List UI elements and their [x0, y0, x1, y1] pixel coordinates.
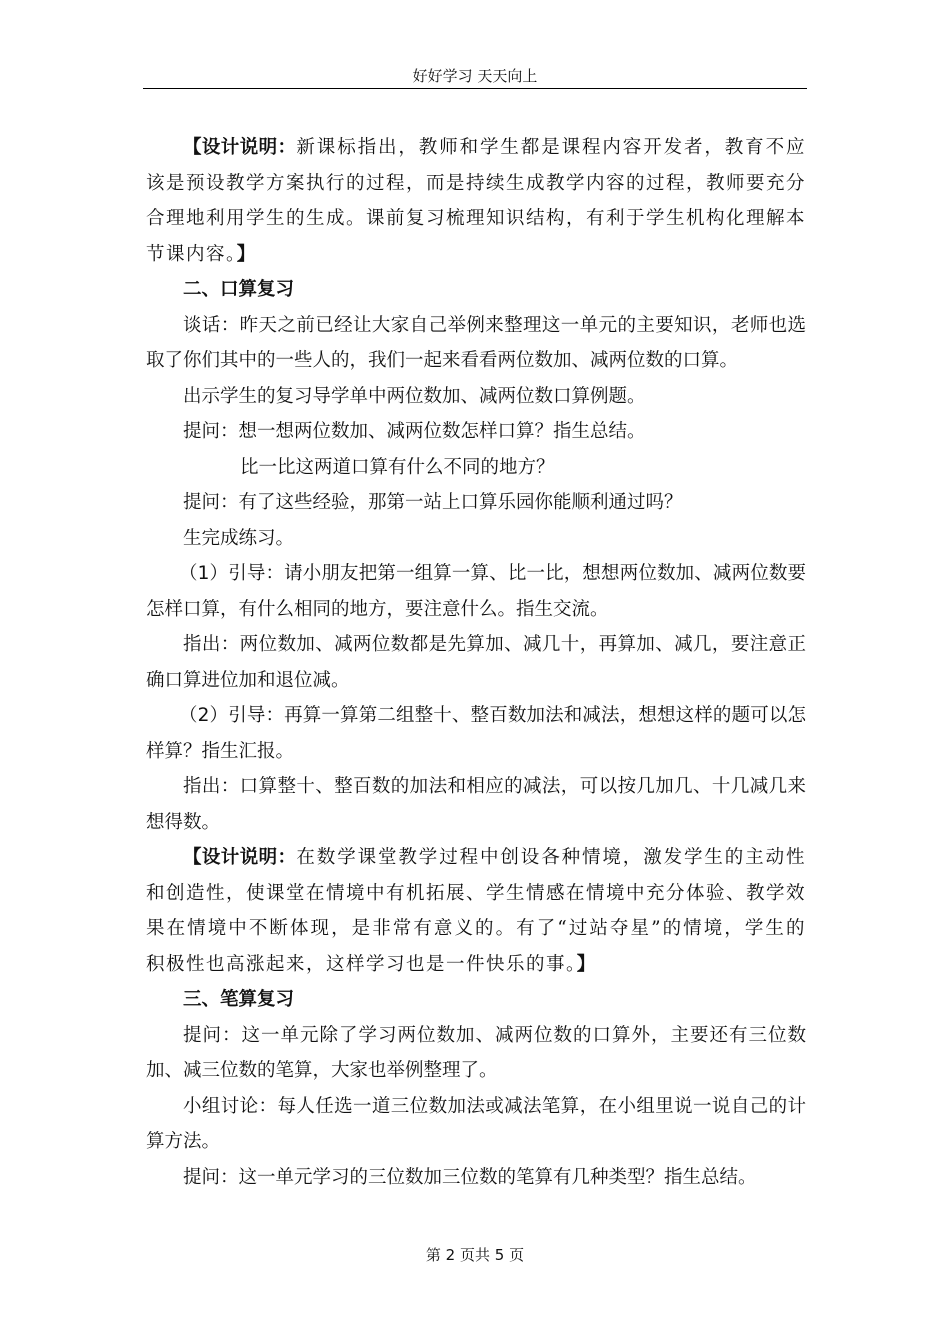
- design-note-label: 【设计说明：: [183, 137, 297, 158]
- paragraph: 指出：两位数加、减两位数都是先算加、减几十，再算加、减几，要注意正确口算进位加和退位减。: [146, 634, 806, 691]
- design-note-close: 】: [576, 953, 596, 975]
- paragraph: 比一比这两道口算有什么不同的地方？: [240, 456, 555, 478]
- page-footer: 第 2 页共 5 页: [425, 1246, 525, 1264]
- page-header: 好好学习 天天向上: [412, 67, 538, 85]
- design-note-text: 在数学课堂教学过程中创设各种情境，激发学生的主动性和创造性，使课堂在情境中有机拓展、学生情感在情境中充分体验、教学效果在情境中不断体现，是非常有意义的。有了“过站夺星”的情境，学生的积极性也高涨起来，这样学习也是一件快乐的事。: [146, 847, 807, 975]
- design-note-2: [146, 840, 806, 982]
- paragraph: 谈话：昨天之前已经让大家自己举例来整理这一单元的主要知识，老师也选取了你们其中的一些人的，我们一起来看看两位数加、减两位数的口算。: [146, 314, 806, 371]
- paragraph: 提问：有了这些经验，那第一站上口算乐园你能顺利通过吗？: [183, 492, 683, 513]
- paragraph: 出示学生的复习导学单中两位数加、减两位数口算例题。: [183, 385, 646, 407]
- design-note-1: [146, 130, 806, 272]
- paragraph: 小组讨论：每人任选一道三位数加法或减法笔算，在小组里说一说自己的计算方法。: [146, 1095, 806, 1152]
- header-divider: [143, 88, 807, 89]
- paragraph: （2）引导：再算一算第二组整十、整百数加法和减法，想想这样的题可以怎样算？指生汇报。: [146, 705, 806, 762]
- paragraph: 提问：这一单元除了学习两位数加、减两位数的口算外，主要还有三位数加、减三位数的笔算，大家也举例整理了。: [146, 1024, 806, 1081]
- paragraph: 指出：口算整十、整百数的加法和相应的减法，可以按几加几、十几减几来想得数。: [146, 776, 806, 833]
- paragraph: 提问：这一单元学习的三位数加三位数的笔算有几种类型？指生总结。: [183, 1166, 757, 1188]
- section-heading-oral: 二、口算复习: [183, 279, 295, 300]
- design-note-label: 【设计说明：: [183, 847, 297, 868]
- design-note-text: 新课标指出，教师和学生都是课程内容开发者，教育不应该是预设教学方案执行的过程，而是持续生成教学内容的过程，教师要充分合理地利用学生的生成。课前复习梳理知识结构，有利于学生机构化理解本节课内容。: [146, 137, 807, 265]
- paragraph: 提问：想一想两位数加、减两位数怎样口算？指生总结。: [183, 421, 646, 442]
- document-body: [146, 130, 806, 1195]
- paragraph: 生完成练习。: [183, 527, 295, 549]
- design-note-close: 】: [236, 243, 256, 265]
- section-heading-written: 三、笔算复习: [183, 989, 295, 1010]
- paragraph: （1）引导：请小朋友把第一组算一算、比一比，想想两位数加、减两位数要怎样口算，有什么相同的地方，要注意什么。指生交流。: [146, 563, 806, 620]
